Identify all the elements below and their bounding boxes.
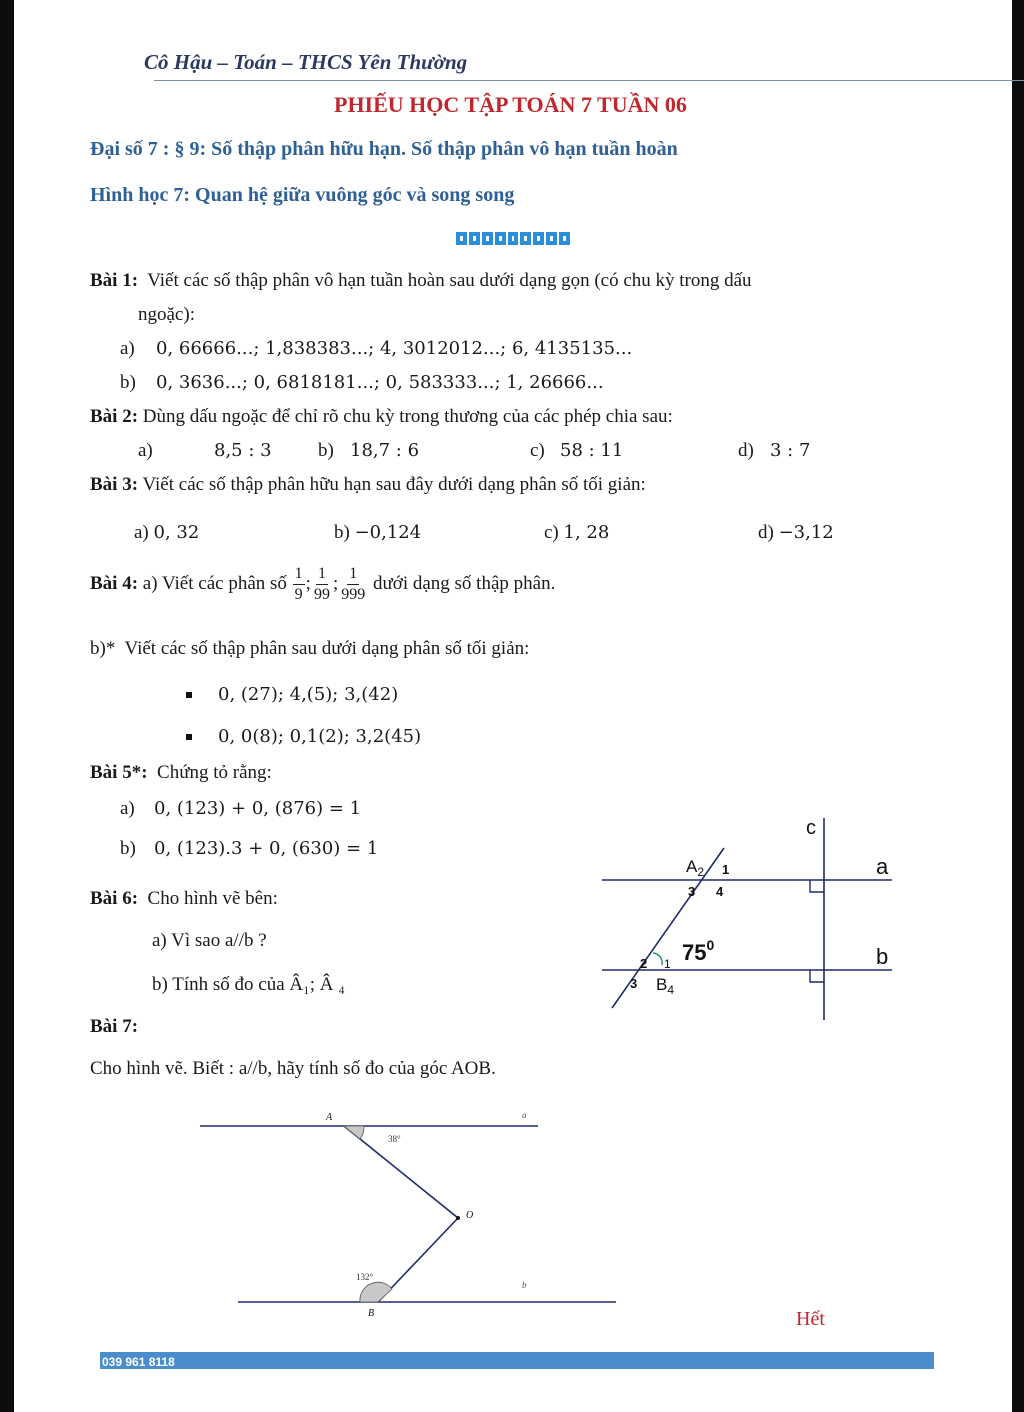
- bai3-c: [544, 522, 609, 544]
- fraction-1-99: [312, 566, 332, 603]
- bai2-b-label: b): [318, 440, 334, 461]
- bai3-d: [758, 522, 834, 544]
- label-A: $A_2$: [686, 857, 705, 879]
- bai7-text: Cho hình vẽ. Biết : a//b, hãy tính số đo của góc AOB.: [90, 1058, 496, 1079]
- frac-sep-1: ;: [305, 572, 311, 594]
- label-c: c: [806, 817, 816, 839]
- label-bot-1: 1: [664, 957, 671, 971]
- bai5-text: Chứng tỏ rằng:: [157, 762, 272, 783]
- bai3-c-label: c): [544, 522, 559, 543]
- label-top-4: 4: [716, 884, 724, 899]
- bai4-b-label: b)*: [90, 638, 116, 659]
- bai2-a: 8,5 : 3: [214, 440, 272, 461]
- decorative-divider: [456, 232, 570, 245]
- bai6-a: a) Vì sao a//b ?: [152, 930, 267, 951]
- angle-B-marker: [360, 1282, 392, 1302]
- label-angle-132: 132°: [356, 1272, 374, 1282]
- bai5-b-label: b): [120, 838, 136, 859]
- bai3-c-expr: 1, 28: [563, 522, 610, 543]
- bai4-a-text-after: dưới dạng số thập phân.: [372, 572, 556, 594]
- bai5-a: 0, (123) + 0, (876) = 1: [154, 798, 362, 819]
- bai2-c-label: c): [530, 440, 545, 461]
- footer-phone: 039 961 8118: [102, 1355, 175, 1369]
- bai3-b: [334, 522, 421, 544]
- bai5-a-label: a): [120, 798, 135, 819]
- frac2-den: 99: [313, 586, 330, 603]
- end-marker: Hết: [796, 1308, 825, 1330]
- algebra-topic: Đại số 7 : § 9: Số thập phân hữu hạn. Số thập phân vô hạn tuần hoàn: [90, 138, 678, 160]
- bai3-b-label: b): [334, 522, 350, 543]
- label-B-7: B: [368, 1308, 375, 1319]
- label-top-1: 1: [722, 862, 730, 877]
- bai3-d-expr: −3,12: [778, 522, 834, 543]
- frac1-den: 9: [294, 586, 303, 603]
- bullet-1: [186, 692, 192, 698]
- bai2-d: 3 : 7: [770, 440, 811, 461]
- bai3-d-label: d): [758, 522, 774, 543]
- label-top-3: 3: [688, 884, 696, 899]
- header-divider: [154, 80, 1024, 81]
- bai2-d-label: d): [738, 440, 754, 461]
- point-O: [456, 1216, 460, 1220]
- bai3-b-expr: −0,124: [354, 522, 422, 543]
- label-O: O: [466, 1210, 474, 1221]
- footer-bar: [100, 1352, 934, 1369]
- bai5-b: 0, (123).3 + 0, (630) = 1: [154, 838, 379, 859]
- geometry-topic: Hình học 7: Quan hệ giữa vuông góc và song song: [90, 184, 515, 206]
- bai6-text: Cho hình vẽ bên:: [147, 888, 278, 909]
- frac3-den: 999: [341, 586, 366, 603]
- bai4-heading: [90, 566, 555, 603]
- bai2-label: Bài 2:: [90, 406, 139, 427]
- bai3-heading: [90, 474, 646, 496]
- bai3-text: Viết các số thập phân hữu hạn sau đây dưới dạng phân số tối giản:: [142, 474, 646, 495]
- bai3-a: [134, 522, 199, 544]
- bai1-label: Bài 1:: [90, 270, 139, 291]
- angle-arc-75: [653, 953, 662, 965]
- label-a-7: a: [522, 1110, 527, 1120]
- bai2-text: Dùng dấu ngoặc để chỉ rõ chu kỳ trong thương của các phép chia sau:: [142, 406, 673, 427]
- label-angle-38: 38°: [388, 1134, 401, 1144]
- bai6-b: b) Tính số đo của Â₁; Â ₄: [152, 974, 345, 995]
- bai3-a-expr: 0, 32: [153, 522, 200, 543]
- bai2-c: 58 : 11: [560, 440, 624, 461]
- bai6-figure: [600, 810, 900, 1025]
- right-angle-b: [810, 970, 824, 982]
- frac3-num: 1: [347, 566, 359, 585]
- label-b: b: [876, 944, 889, 969]
- bai1-heading: [90, 270, 752, 292]
- page-title: PHIẾU HỌC TẬP TOÁN 7 TUẦN 06: [334, 92, 687, 117]
- bai4-bullet-2: 0, 0(8); 0,1(2); 3,2(45): [218, 726, 422, 747]
- bai5-heading: [90, 762, 272, 784]
- author-header: Cô Hậu – Toán – THCS Yên Thường: [144, 50, 468, 74]
- bai6-label: Bài 6:: [90, 888, 139, 909]
- bai7-label: [90, 1016, 138, 1038]
- bai3-label: Bài 3:: [90, 474, 139, 495]
- bai2-heading: [90, 406, 673, 428]
- label-b-7: b: [522, 1280, 527, 1290]
- bai4-bullet-1: 0, (27); 4,(5); 3,(42): [218, 684, 399, 705]
- bai1-text-cont: ngoặc):: [138, 304, 195, 325]
- frac1-num: 1: [293, 566, 305, 585]
- worksheet-page: [14, 0, 1012, 1412]
- label-bot-3: 3: [630, 976, 638, 991]
- label-A-7: A: [326, 1112, 333, 1123]
- label-bot-2: 2: [640, 956, 648, 971]
- right-angle-a: [810, 880, 824, 892]
- bai2-a-label: a): [138, 440, 153, 461]
- bai7-label-text: Bài 7:: [90, 1016, 139, 1037]
- bai7-figure: [200, 1108, 630, 1324]
- bai1-a: 0, 66666...; 1,838383...; 4, 3012012...; 6, 4135135...: [156, 338, 633, 359]
- bai1-b-label: b): [120, 372, 136, 393]
- frac2-num: 1: [316, 566, 328, 585]
- bai3-a-label: a): [134, 522, 149, 543]
- label-B: $B_4$: [656, 975, 675, 997]
- fraction-1-999: [339, 566, 367, 603]
- bai5-label: Bài 5*:: [90, 762, 148, 783]
- bai1-b: 0, 3636...; 0, 6818181...; 0, 583333...; 1, 26666...: [156, 372, 604, 393]
- label-a: a: [876, 854, 889, 879]
- bai2-b: 18,7 : 6: [350, 440, 420, 461]
- bai4-b-heading: [90, 638, 529, 660]
- bai4-a-text: a) Viết các phân số: [142, 572, 287, 594]
- frac-sep-2: ;: [332, 572, 339, 594]
- bai1-a-label: a): [120, 338, 135, 359]
- fraction-1-9: [293, 566, 305, 603]
- bai6-heading: [90, 888, 278, 910]
- bai4-label: Bài 4:: [90, 572, 139, 594]
- label-angle-75: $75^0$: [682, 937, 715, 965]
- bai1-text: Viết các số thập phân vô hạn tuần hoàn sau dưới dạng gọn (có chu kỳ trong dấu: [147, 270, 752, 291]
- angle-A-marker: [344, 1126, 364, 1139]
- bai4-b-text: Viết các số thập phân sau dưới dạng phân số tối giản:: [124, 638, 530, 659]
- bullet-2: [186, 734, 192, 740]
